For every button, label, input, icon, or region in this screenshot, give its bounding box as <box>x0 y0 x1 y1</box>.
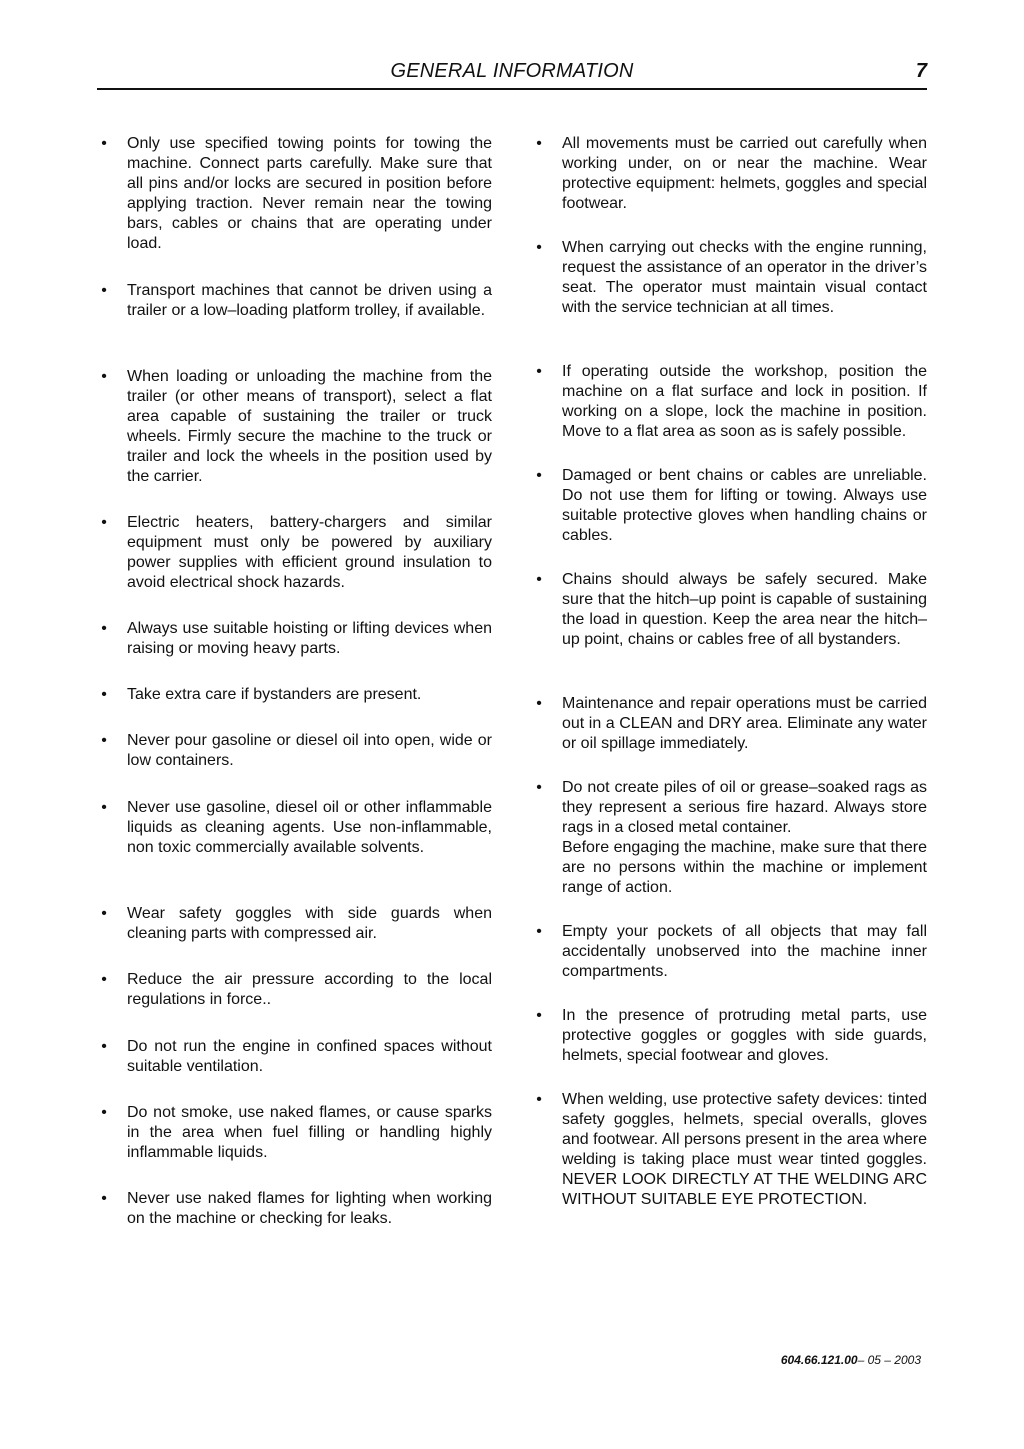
bullet-icon: • <box>101 1038 107 1055</box>
bullet-icon: • <box>101 971 107 988</box>
list-item <box>532 1090 927 1210</box>
bullet-icon: • <box>101 799 107 816</box>
document-footer <box>781 1353 921 1367</box>
bullet-icon: • <box>101 1190 107 1207</box>
list-item-text: When welding, use protective safety devices: tinted safety goggles, helmets, special overalls, gloves and footwear. All persons present in the area where welding is taking place must wear tinted goggles. NEVER LOOK DIRECTLY AT THE WELDING ARC WITHOUT SUITABLE EYE PROTECTION. <box>562 1091 927 1208</box>
list-item <box>97 731 492 771</box>
list-item-text: If operating outside the workshop, position the machine on a flat surface and lock in position. If working on a slope, lock the machine in position. Move to a flat area as soon as is safely possible. <box>562 363 927 440</box>
list-item <box>532 362 927 442</box>
list-item-text: Transport machines that cannot be driven using a trailer or a low–loading platform trolley, if available. <box>127 282 492 319</box>
document-date: – 05 – 2003 <box>857 1353 921 1367</box>
list-item-text: When carrying out checks with the engine running, request the assistance of an operator in the driver’s seat. The operator must maintain visual contact with the service technician at all times. <box>562 239 927 316</box>
list-item <box>532 238 927 318</box>
list-item <box>532 694 927 754</box>
list-item <box>97 134 492 254</box>
bullet-icon: • <box>536 1091 542 1108</box>
bullet-icon: • <box>536 239 542 256</box>
list-item <box>97 367 492 487</box>
bullet-icon: • <box>101 686 107 703</box>
list-item-text: Damaged or bent chains or cables are unreliable. Do not use them for lifting or towing. Always use suitable protective gloves when handling chains or cables. <box>562 467 927 544</box>
bullet-icon: • <box>101 905 107 922</box>
document-code: 604.66.121.00 <box>780 1353 858 1367</box>
list-item-text: Wear safety goggles with side guards when cleaning parts with compressed air. <box>127 905 492 942</box>
list-item-text: Do not run the engine in confined spaces without suitable ventilation. <box>127 1038 492 1075</box>
list-item <box>97 619 492 659</box>
list-item-text: Never pour gasoline or diesel oil into open, wide or low containers. <box>127 732 492 769</box>
list-item-text: Empty your pockets of all objects that may fall accidentally unobserved into the machine inner compartments. <box>562 923 927 980</box>
list-item-text: Do not create piles of oil or grease–soaked rags as they represent a serious fire hazard. Always store rags in a closed metal container. <box>562 779 927 836</box>
list-item <box>97 1189 492 1229</box>
list-item-text: Always use suitable hoisting or lifting devices when raising or moving heavy parts. <box>127 620 492 657</box>
list-item-extra-text: Before engaging the machine, make sure that there are no persons within the machine or implement range of action. <box>562 839 927 896</box>
bullet-icon: • <box>101 1104 107 1121</box>
list-item <box>97 1103 492 1163</box>
bullet-icon: • <box>536 571 542 588</box>
bullet-icon: • <box>536 695 542 712</box>
bullet-icon: • <box>536 779 542 796</box>
list-item <box>532 922 927 982</box>
bullet-icon: • <box>536 923 542 940</box>
list-item-text: In the presence of protruding metal parts, use protective goggles or goggles with side guards, helmets, special footwear and gloves. <box>562 1007 927 1064</box>
bullet-icon: • <box>536 467 542 484</box>
list-item <box>97 685 492 705</box>
list-item-text: Do not smoke, use naked flames, or cause sparks in the area when fuel filling or handling highly inflammable liquids. <box>127 1104 492 1161</box>
list-item <box>532 1006 927 1066</box>
page-number: 7 <box>915 60 927 82</box>
list-item-text: When loading or unloading the machine from the trailer (or other means of transport), select a flat area capable of sustaining the trailer or truck wheels. Firmly secure the machine to the truck or trailer and lock the wheels in the position used by the carrier. <box>127 368 492 485</box>
list-item <box>97 798 492 858</box>
list-item <box>532 466 927 546</box>
bullet-icon: • <box>536 363 542 380</box>
bullet-icon: • <box>101 135 107 152</box>
bullet-icon: • <box>101 368 107 385</box>
list-item <box>97 1037 492 1077</box>
bullet-icon: • <box>101 732 107 749</box>
list-item-text: Electric heaters, battery-chargers and similar equipment must only be powered by auxiliary power supplies with efficient ground insulation to avoid electrical shock hazards. <box>127 514 492 591</box>
list-item-text: Chains should always be safely secured. Make sure that the hitch–up point is capable of sustaining the load in question. Keep the area near the hitch–up point, chains or cables free of all bystanders. <box>562 571 927 648</box>
list-item-text: Take extra care if bystanders are present. <box>127 686 422 703</box>
list-item-text: All movements must be carried out carefully when working under, on or near the machine. Wear protective equipment: helmets, goggles and special footwear. <box>562 135 927 212</box>
list-item-text: Never use naked flames for lighting when working on the machine or checking for leaks. <box>127 1190 492 1227</box>
list-item <box>532 778 927 898</box>
bullet-icon: • <box>101 514 107 531</box>
list-item <box>97 281 492 321</box>
bullet-icon: • <box>536 135 542 152</box>
bullet-icon: • <box>101 620 107 637</box>
list-item-text: Reduce the air pressure according to the local regulations in force.. <box>127 971 492 1008</box>
list-item <box>97 513 492 593</box>
page-header <box>97 58 927 90</box>
list-item <box>97 970 492 1010</box>
list-item-text: Never use gasoline, diesel oil or other inflammable liquids as cleaning agents. Use non-inflammable, non toxic commercially available solvents. <box>127 799 492 856</box>
list-item-text: Only use specified towing points for towing the machine. Connect parts carefully. Make sure that all pins and/or locks are secured in position before applying traction. Never remain near the towing bars, cables or chains that are operating under load. <box>127 135 492 252</box>
list-item-text: Maintenance and repair operations must be carried out in a CLEAN and DRY area. Eliminate any water or oil spillage immediately. <box>562 695 927 752</box>
bullet-icon: • <box>536 1007 542 1024</box>
section-title: GENERAL INFORMATION <box>390 60 634 82</box>
bullet-icon: • <box>101 282 107 299</box>
list-item <box>532 134 927 214</box>
list-item <box>97 904 492 944</box>
list-item <box>532 570 927 650</box>
